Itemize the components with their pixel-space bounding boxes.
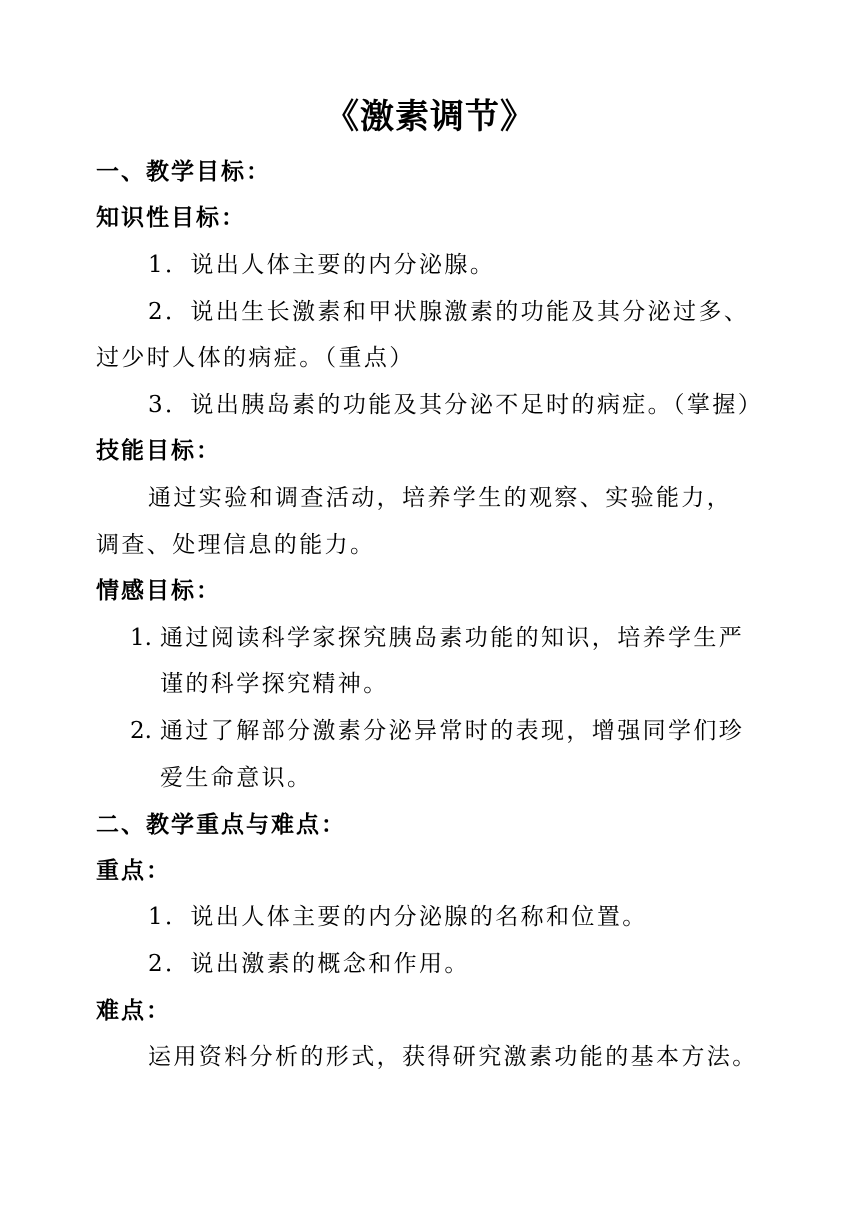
subheading-key: 重点： — [96, 858, 171, 884]
key-item-1: 1．说出人体主要的内分泌腺的名称和位置。 — [148, 904, 648, 930]
emotion-item-1-line-2: 谨的科学探究精神。 — [160, 671, 389, 697]
subheading-knowledge: 知识性目标： — [96, 205, 246, 231]
knowledge-item-1: 1．说出人体主要的内分泌腺。 — [148, 252, 496, 278]
knowledge-item-2: 2．说出生长激素和甲状腺激素的功能及其分泌过多、 — [148, 299, 750, 325]
subheading-skill: 技能目标： — [96, 438, 221, 464]
knowledge-item-2-cont: 过少时人体的病症。（重点） — [96, 345, 415, 371]
emotion-item-2-line-2: 爱生命意识。 — [160, 765, 313, 791]
subheading-emotion: 情感目标： — [96, 578, 221, 604]
emotion-item-2-line-1: 通过了解部分激素分泌异常时的表现，增强同学们珍 — [160, 718, 745, 744]
section-heading-goals: 一、教学目标： — [96, 159, 271, 185]
emotion-item-1-number: 1. — [130, 625, 152, 651]
emotion-item-1-line-1: 通过阅读科学家探究胰岛素功能的知识，培养学生严 — [160, 625, 745, 651]
subheading-difficulty: 难点： — [96, 998, 171, 1024]
section-heading-focus: 二、教学重点与难点： — [96, 812, 346, 838]
knowledge-item-3: 3．说出胰岛素的功能及其分泌不足时的病症。（掌握） — [148, 392, 764, 418]
emotion-item-2-number: 2. — [130, 718, 152, 744]
skill-line-2: 调查、处理信息的能力。 — [96, 532, 376, 558]
skill-line-1: 通过实验和调查活动，培养学生的观察、实验能力， — [148, 485, 733, 511]
document-title: 《激素调节》 — [325, 97, 535, 137]
key-item-2: 2．说出激素的概念和作用。 — [148, 951, 470, 977]
difficulty-line: 运用资料分析的形式，获得研究激素功能的基本方法。 — [148, 1044, 758, 1070]
